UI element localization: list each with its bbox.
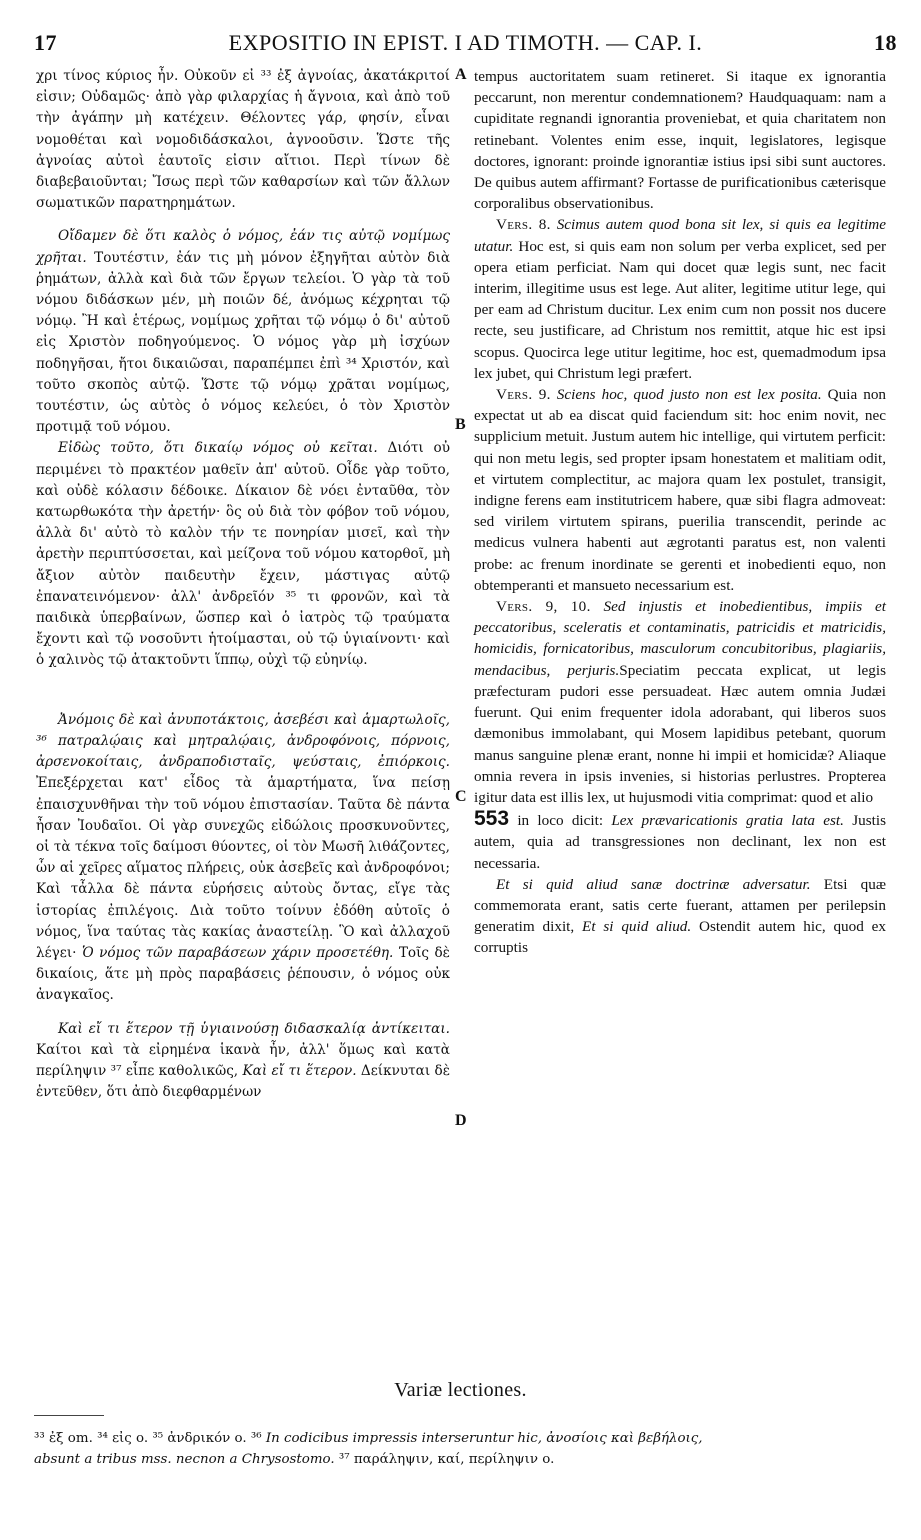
latin-lemma: Et si quid aliud. bbox=[574, 918, 692, 936]
running-title: EXPOSITIO IN EPIST. I AD TIMOTH. — CAP. I. bbox=[228, 30, 703, 55]
latin-paragraph: tempus auctoritatem suam retineret. Si itaque ex ignorantia peccarunt, non merentur condemnationem? Haudquaquam: nam a cupiditate regnandi ignorantia proveniebat, et quia charitatem non retinebant. Volentes enim esse, inquit, legislatores, legisque doctores, ignorant: proinde ignorantiæ istius ipsi sibi sunt auctores. De quibus autem affirmant? Fortasse de purificationibus cæterisque corporalibus observationibus. bbox=[474, 68, 886, 213]
latin-text: Hoc est, si quis eam non solum per verba explicet, sed per opera etiam perficiat. Nam qui docet quæ legis sunt, nec facit interim, illegitime usus est lege. Aut aliter, legitime utitur lege, qui per eam ad Christum ducitur. Lex enim cum non possit nos ducere recte, seu justificare, ad Christum nos remittit, atque hic est ipsi scopus. Quocirca lege utitur legitime, hoc est, quemadmodum ipsa lex jubet, qui Christum legi præfert. bbox=[474, 237, 886, 382]
latin-text: in loco dicit: bbox=[509, 812, 604, 830]
greek-lemma: Ὁ νόμος τῶν παραβάσεων χάριν προσετέθη. bbox=[76, 944, 394, 961]
footnote-rule bbox=[34, 1415, 104, 1416]
greek-column bbox=[36, 66, 450, 1103]
page-number-right: 18 bbox=[874, 30, 897, 55]
greek-lemma: Καὶ εἴ τι ἕτερον τῇ ὑγιαινούσῃ διδασκαλίᾳ ἀντίκειται. bbox=[58, 1020, 450, 1037]
greek-paragraph bbox=[36, 226, 450, 438]
latin-lemma: Scimus autem quod bona sit lex, si quis ea legitime utatur. bbox=[474, 216, 886, 255]
footnote-text: absunt a tribus mss. necnon a Chrysostomo. bbox=[34, 1452, 335, 1467]
greek-text: Τουτέστιν, ἐάν τις μὴ μόνον ἐξηγῆται αὐτὸν διὰ ῥημάτων, ἀλλὰ καὶ διὰ τῶν ἔργων τελείοι. Ὁ γὰρ τὰ τοῦ νόμου διδάσκων μέν, μὴ ποιῶν δέ, ἀνόμως κέχρηται τῷ νόμῳ. Ἢ καὶ ἑτέρως, νομίμως χρῆται τῷ νόμῳ ὁ δι' αὐτοῦ εἰς Χριστὸν ποδηγούμενος. Ὁ νόμος γὰρ μὴ ἰσχύων ποδηγῆσαι, ἤτοι δικαιῶσαι, παραπέμπει ἐπὶ ³⁴ Χριστόν, καὶ τοῦτο σκοπὸς αὐτῷ. Ὥστε τῷ νόμῳ χρᾶται νομίμως, τουτέστιν, ὡς αὐτὸς ὁ νόμος κελεύει, ὁ τὸν Χριστὸν προτιμᾷ τοῦ νόμου. bbox=[36, 249, 450, 436]
greek-lemma: Εἰδὼς τοῦτο, ὅτι δικαίῳ νόμος οὐ κεῖται. bbox=[58, 440, 378, 457]
latin-lemma: Et si quid aliud sanæ doctrinæ adversatur. bbox=[496, 875, 811, 893]
greek-text: Διότι οὐ περιμένει τὸ πρακτέον μαθεῖν ἀπ' αὐτοῦ. Οἶδε γὰρ τοῦτο, καὶ οὐδὲ κόλασιν δέδοικε. Δίκαιον δὲ νόει ἐνταῦθα, τὸν κατωρθωκότα τὴν ἀρετήν· ὃς οὐ διὰ τὸν φόβον τοῦ νόμου, ἀλλὰ δι' αὐτὸ τὸ καλὸν τήν τε πονηρίαν μισεῖ, καὶ τὴν ἀρετὴν περιπτύσσεται, καὶ μείζονα τοῦ νόμου κατορθοῖ, μὴ ἄξιον αὐτὸν παιδευτὴν ἔχειν, μάστιγας αὐτῷ ἐπανατεινόμενον· ἀλλ' ἀνδρεῖόν ³⁵ τι φρονῶν, καὶ τὰ παιδικὰ ὑπερβαίνων, ὥσπερ καὶ ὁ ἰατρὸς τῷ τραύματα ἔχοντι καὶ τῷ νοσοῦντι ἡτοίμασται, οὐ τῷ ὑγιαίνοντι· καὶ ὁ χαλινὸς τῷ ἀτακτοῦντι ἵππῳ, οὐχὶ τῷ εὐηνίῳ. bbox=[36, 440, 450, 669]
margin-letter-c: C bbox=[455, 788, 467, 805]
latin-text: Ostendit autem hic, quod ex corruptis bbox=[474, 918, 886, 957]
greek-lemma: Καὶ εἴ τι ἕτερον. bbox=[238, 1062, 357, 1079]
margin-letter-d: D bbox=[455, 1112, 467, 1129]
latin-paragraph bbox=[474, 596, 886, 874]
latin-lemma: Sed injustis et inobedientibus, impiis et peccatoribus, sceleratis et contaminatis, patricidis et matricidis, homicidis, fornicatoribus, masculorum concubitoribus, plagiariis, mendacibus, perjuris. bbox=[474, 598, 887, 679]
greek-paragraph bbox=[36, 1019, 450, 1104]
greek-text: Τοῖς δὲ δικαίοις, ἅτε μὴ πρὸς παραβάσεις ῥέπουσιν, ὁ νόμος οὐκ ἀναγκαῖος. bbox=[36, 944, 450, 1004]
verse-number: Vers. 9. bbox=[496, 386, 551, 404]
latin-text: Speciatim peccata explicat, ut legis præfecturam pudori esse persuadeat. Hæc autem omnia Judæi fuerunt. Qui enim frequenter idola adorabant, qui liberos suos dæmonibus immolabant, qui Mosem lapidibus petebant, quorum manus sanguine plenæ erant, nonne hi impii et homicidæ? Aliaque omnia revera in ipsis invenies, si historias perlustres. Propterea igitur data est illis lex, ut hujusmodi vitia comprimat: quod et alio bbox=[474, 661, 886, 806]
greek-lemma: Οἴδαμεν δὲ ὅτι καλὸς ὁ νόμος, ἐάν τις αὐτῷ νομίμως χρῆται. bbox=[36, 228, 450, 266]
footnote-line bbox=[34, 1428, 892, 1449]
page-number-left: 17 bbox=[34, 30, 57, 55]
greek-text: Δείκνυται δὲ ἐντεῦθεν, ὅτι ἀπὸ διεφθαρμένων bbox=[36, 1062, 451, 1101]
greek-paragraph: χρι τίνος κύριος ἦν. Οὐκοῦν εἰ ³³ ἐξ ἀγνοίας, ἀκατάκριτοί εἰσιν; Οὐδαμῶς· ἀπὸ γὰρ φιλαρχίας ἡ ἄγνοια, καὶ ἀπὸ τοῦ τὴν ἀγάπην μὴ κατέχειν. Θέλοντες γάρ, φησίν, εἶναι νομοθέται καὶ νομοδιδάσκαλοι, ἀγνοοῦσιν. Ὥστε τῆς ἀγνοίας αὐτοὶ ἑαυτοῖς εἰσιν αἴτιοι. Περὶ τίνων δὲ διαβεβαιοῦνται; Ἴσως περὶ τῶν καθαρσίων καὶ τῶν ἄλλων σωματικῶν παρατηρημάτων. bbox=[36, 68, 450, 212]
footnote-text: ³³ ἐξ om. ³⁴ εἰς o. ³⁵ ἀνδρικόν o. ³⁶ bbox=[34, 1431, 262, 1446]
latin-paragraph bbox=[474, 874, 886, 959]
variae-lectiones-title: Variæ lectiones. bbox=[394, 1379, 527, 1401]
latin-text: Etsi quæ commemorata erant, satis certe fuerant, attamen per perilepsin generatim dixit, bbox=[474, 875, 887, 936]
footnote-text: In codicibus impressis interseruntur hic, ἀνοσίοις καὶ βεβήλοις, bbox=[261, 1431, 703, 1446]
running-header bbox=[34, 30, 897, 60]
footnote-line bbox=[34, 1449, 892, 1470]
variae-lectiones bbox=[34, 1428, 892, 1470]
latin-lemma: Sciens hoc, quod justo non est lex posita. bbox=[550, 386, 822, 404]
column-number: 553 bbox=[474, 807, 510, 831]
greek-text: Ἐπεξέρχεται κατ' εἶδος τὰ ἁμαρτήματα, ἵνα πείσῃ ἐπαισχυνθῆναι τὴν τοῦ νόμου ἐπιστασίαν. Ταῦτα δὲ πάντα ἦσαν Ἰουδαῖοι. Οἱ γὰρ συνεχῶς εἰδώλοις προσκυνοῦντες, οἱ τὰ τέκνα τοῖς δαίμοσι θύοντες, οἱ τὸν Μωσῆ λιθάζοντες, ὧν αἱ χεῖρες αἵματος πλήρεις, οὐκ ἀσεβεῖς καὶ ἀνδροφόνοι; Καὶ τἆλλα δὲ πάντα εὑρήσεις αὐτοὺς ὄντας, εἴγε τὰς ἱστορίας ἐπιλέγοις. Διὰ τοῦτο τοίνυν ἐδόθη αὐτοῖς ὁ νόμος, ἵνα ταύτας τὰς κακίας ἀναστείλῃ. Ὃ καὶ ἀλλαχοῦ λέγει· bbox=[36, 775, 450, 961]
verse-number: Vers. 8. bbox=[496, 216, 551, 234]
greek-paragraph bbox=[36, 710, 450, 1007]
latin-text: Quia non expectat ut ab ea discat quid faciendum sit: hoc enim novit, nec supplicium metuit. Justum autem hic intellige, qui virtutem perficit: qui non metu legis, sed propter ipsam honestatem et malitiam odit, et virtutem complectitur, ac majora quam lex postulet, transigit, indigne ferens eam institutricem habere, quæ sibi flagra admoveat: sed virilem virtutem spirans, puerilia transcendit, perinde ac medicus vulnera habenti aut ægrotanti paratus est, non valenti probe: ac frenum inordinate se gerenti et inobedienti equo, non obtemperanti et mansueto necessarium est. bbox=[474, 386, 887, 594]
verse-number: Vers. 9, 10. bbox=[496, 598, 591, 616]
greek-text: Καίτοι καὶ τὰ εἰρημένα ἱκανὰ ἦν, ἀλλ' ὅμως καὶ κατὰ περίληψιν ³⁷ εἶπε καθολικῶς, bbox=[36, 1041, 450, 1079]
latin-text: Justis autem, quia ad transgressiones non declinant, lex non est necessaria. bbox=[474, 812, 887, 872]
latin-paragraph bbox=[474, 214, 886, 384]
greek-lemma: Ἀνόμοις δὲ καὶ ἀνυποτάκτοις, ἀσεβέσι καὶ ἁμαρτωλοῖς, ³⁶ πατραλῴαις καὶ μητραλῴαις, ἀνδροφόνοις, πόρνοις, ἀρσενοκοίταις, ἀνδραποδισταῖς, ψεύσταις, ἐπιόρκοις. bbox=[36, 711, 450, 771]
latin-column bbox=[474, 66, 886, 959]
footnote-text: ³⁷ παράληψιν, καί, περίληψιν o. bbox=[334, 1452, 555, 1467]
margin-letter-b: B bbox=[455, 416, 466, 433]
greek-paragraph bbox=[36, 438, 450, 671]
latin-paragraph bbox=[474, 384, 886, 596]
latin-lemma: Lex prævaricationis gratia lata est. bbox=[603, 812, 844, 830]
margin-letter-a: A bbox=[455, 66, 467, 83]
